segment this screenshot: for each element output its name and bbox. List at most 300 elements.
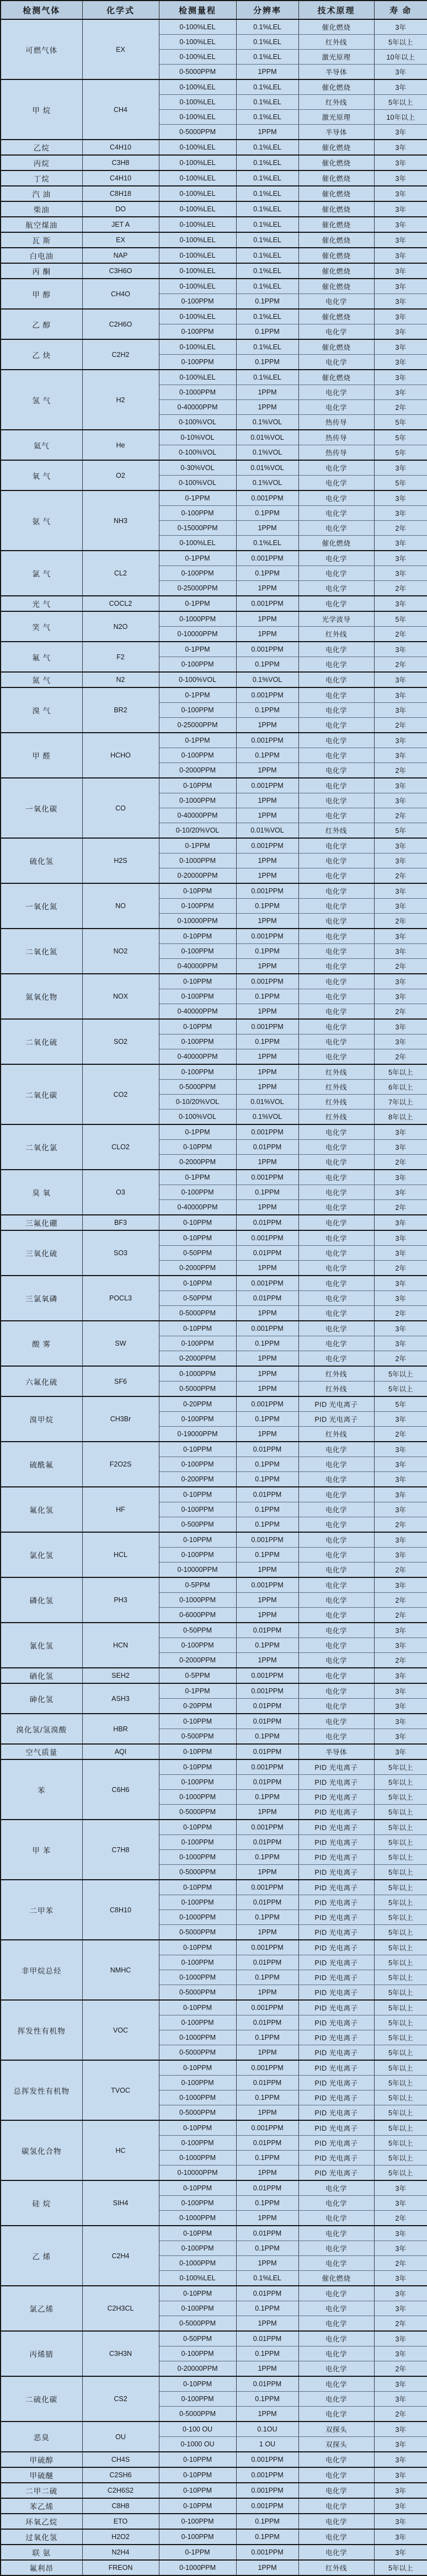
principle-cell: 电化学 — [298, 1517, 374, 1533]
spec-row — [1, 672, 427, 687]
principle-cell: 催化燃烧 — [298, 370, 374, 385]
lifespan-cell: 3年 — [374, 2301, 427, 2316]
spec-row — [1, 2498, 427, 2514]
range-cell: 0-15000PPM — [159, 521, 236, 536]
resolution-cell: 0.1%LEL — [236, 279, 298, 294]
spec-row — [1, 186, 427, 201]
lifespan-cell: 2年 — [374, 1004, 427, 1020]
lifespan-cell: 3年 — [374, 1291, 427, 1306]
header-row — [1, 1, 427, 19]
principle-cell: 红外线 — [298, 1080, 374, 1095]
principle-cell: 电化学 — [298, 460, 374, 476]
range-cell: 0-10PPM — [159, 1321, 236, 1336]
principle-cell: PID 光电离子 — [298, 1925, 374, 1940]
chemical-formula-cell: SO2 — [82, 1019, 159, 1064]
principle-cell: 电化学 — [298, 1215, 374, 1230]
principle-cell: 电化学 — [298, 1261, 374, 1276]
resolution-cell: 0.1PPM — [236, 748, 298, 763]
range-cell: 0-10PPM — [159, 2226, 236, 2241]
lifespan-cell: 5年以上 — [374, 2120, 427, 2136]
range-cell: 0-1000PPM — [159, 1910, 236, 1925]
range-cell: 0-100PPM — [159, 2529, 236, 2545]
principle-cell: PID 光电离子 — [298, 2015, 374, 2030]
resolution-cell: 0.001PPM — [236, 1532, 298, 1548]
principle-cell: PID 光电离子 — [298, 2076, 374, 2090]
resolution-cell: 1PPM — [236, 400, 298, 415]
resolution-cell: 0.1PPM — [236, 944, 298, 959]
range-cell: 0-100%LEL — [159, 232, 236, 248]
range-cell: 0-100PPM — [159, 1638, 236, 1653]
principle-cell: 电化学 — [298, 1683, 374, 1699]
principle-cell: 电化学 — [298, 2286, 374, 2301]
principle-cell: 电化学 — [298, 2545, 374, 2560]
resolution-cell: 1PPM — [236, 2316, 298, 2332]
principle-cell: 催化燃烧 — [298, 248, 374, 263]
range-cell: 0-1000PPM — [159, 793, 236, 808]
principle-cell: 电化学 — [298, 2211, 374, 2226]
gas-name-cell: 乙 醇 — [1, 309, 82, 339]
spec-row — [1, 217, 427, 232]
gas-name-cell: 酸 雾 — [1, 1321, 82, 1366]
lifespan-cell: 3年 — [374, 944, 427, 959]
spec-row — [1, 1215, 427, 1230]
spec-row — [1, 2483, 427, 2498]
gas-name-cell: 硅 烷 — [1, 2180, 82, 2226]
principle-cell: PID 光电离子 — [298, 2000, 374, 2015]
chemical-formula-cell: C6H6 — [82, 1759, 159, 1820]
lifespan-cell: 5年以上 — [374, 1790, 427, 1805]
range-cell: 0-10PPM — [159, 1820, 236, 1835]
lifespan-cell: 3年 — [374, 2392, 427, 2407]
resolution-cell: 0.1PPM — [236, 657, 298, 673]
range-cell: 0-100%LEL — [159, 201, 236, 217]
lifespan-cell: 3年 — [374, 1019, 427, 1034]
principle-cell: 电化学 — [298, 808, 374, 823]
chemical-formula-cell: CH4O — [82, 279, 159, 309]
lifespan-cell: 3年 — [374, 155, 427, 170]
principle-cell: 电化学 — [298, 687, 374, 703]
lifespan-cell: 3年 — [374, 2514, 427, 2529]
gas-name-cell: 一氧化氮 — [1, 883, 82, 929]
chemical-formula-cell: SW — [82, 1321, 159, 1366]
range-cell: 0-100%LEL — [159, 19, 236, 35]
range-cell: 0-200PPM — [159, 1472, 236, 1487]
chemical-formula-cell: C8H10 — [82, 1880, 159, 1940]
range-cell: 0-100PPM — [159, 2346, 236, 2361]
lifespan-cell: 3年 — [374, 2498, 427, 2514]
chemical-formula-cell: CO2 — [82, 1064, 159, 1124]
principle-cell: 电化学 — [298, 2226, 374, 2241]
lifespan-cell: 2年 — [374, 914, 427, 929]
principle-cell: PID 光电离子 — [298, 1970, 374, 1985]
spec-row — [1, 2120, 427, 2136]
lifespan-cell: 3年 — [374, 778, 427, 793]
lifespan-cell: 5年以上 — [374, 1985, 427, 2001]
resolution-cell: 0.001PPM — [236, 2452, 298, 2467]
principle-cell: 电化学 — [298, 1729, 374, 1745]
range-cell: 0-1000PPM — [159, 2256, 236, 2271]
range-cell: 0-5000PPM — [159, 1080, 236, 1095]
gas-name-cell: 甲硫醚 — [1, 2467, 82, 2483]
range-cell: 0-10/20%VOL — [159, 1095, 236, 1110]
principle-cell: 电化学 — [298, 1351, 374, 1367]
spec-row — [1, 140, 427, 155]
resolution-cell: 0.001PPM — [236, 490, 298, 506]
lifespan-cell: 5年以上 — [374, 2000, 427, 2015]
principle-cell: PID 光电离子 — [298, 1865, 374, 1880]
gas-name-cell: 乙 烯 — [1, 2226, 82, 2286]
spec-row — [1, 430, 427, 445]
lifespan-cell: 3年 — [374, 1185, 427, 1200]
gas-name-cell: 乙烷 — [1, 140, 82, 155]
gas-name-cell: 臭 氧 — [1, 1170, 82, 1215]
principle-cell: 电化学 — [298, 2514, 374, 2529]
lifespan-cell: 3年 — [374, 1577, 427, 1593]
resolution-cell: 0.001PPM — [236, 1230, 298, 1246]
lifespan-cell: 6年以上 — [374, 1080, 427, 1095]
range-cell: 0-100PPM — [159, 1412, 236, 1427]
spec-row — [1, 1714, 427, 1729]
principle-cell: 电化学 — [298, 899, 374, 914]
gas-name-cell: 联 氨 — [1, 2545, 82, 2560]
lifespan-cell: 3年 — [374, 19, 427, 35]
principle-cell: 电化学 — [298, 1034, 374, 1049]
range-cell: 0-50PPM — [159, 2331, 236, 2346]
principle-cell: 催化燃烧 — [298, 170, 374, 186]
lifespan-cell: 5年以上 — [374, 2136, 427, 2151]
column-header: 化学式 — [82, 1, 159, 19]
range-cell: 0-6000PPM — [159, 1608, 236, 1623]
principle-cell: 红外线 — [298, 2560, 374, 2575]
principle-cell: 电化学 — [298, 1608, 374, 1623]
chemical-formula-cell: H2 — [82, 370, 159, 430]
spec-row — [1, 460, 427, 476]
spec-row — [1, 155, 427, 170]
lifespan-cell: 3年 — [374, 355, 427, 370]
lifespan-cell: 3年 — [374, 566, 427, 581]
spec-row — [1, 1623, 427, 1638]
chemical-formula-cell: C3H3N — [82, 2331, 159, 2376]
range-cell: 0-100%LEL — [159, 79, 236, 95]
resolution-cell: 0.001PPM — [236, 642, 298, 657]
resolution-cell: 0.001PPM — [236, 974, 298, 989]
lifespan-cell: 2年 — [374, 1517, 427, 1533]
range-cell: 0-5000PPM — [159, 1306, 236, 1321]
chemical-formula-cell: O3 — [82, 1170, 159, 1215]
chemical-formula-cell: O2 — [82, 460, 159, 490]
gas-name-cell: 光 气 — [1, 596, 82, 611]
principle-cell: 电化学 — [298, 1623, 374, 1638]
gas-name-cell: 二氧化氮 — [1, 929, 82, 974]
chemical-formula-cell: VOC — [82, 2000, 159, 2060]
range-cell: 0-20PPM — [159, 1699, 236, 1714]
lifespan-cell: 5年以上 — [374, 2105, 427, 2121]
resolution-cell: 1 OU — [236, 2437, 298, 2452]
resolution-cell: 1PPM — [236, 2105, 298, 2121]
lifespan-cell: 2年 — [374, 627, 427, 642]
lifespan-cell: 3年 — [374, 2376, 427, 2392]
lifespan-cell: 3年 — [374, 989, 427, 1004]
principle-cell: 电化学 — [298, 2316, 374, 2332]
lifespan-cell: 3年 — [374, 2483, 427, 2498]
range-cell: 0-2000PPM — [159, 1653, 236, 1668]
gas-name-cell: 二甲二硫 — [1, 2483, 82, 2498]
range-cell: 0-10PPM — [159, 2060, 236, 2076]
principle-cell: 电化学 — [298, 838, 374, 854]
range-cell: 0-19000PPM — [159, 1427, 236, 1442]
lifespan-cell: 5年以上 — [374, 1880, 427, 1895]
principle-cell: 激光原理 — [298, 110, 374, 125]
chemical-formula-cell: JET A — [82, 217, 159, 232]
chemical-formula-cell: C8H8 — [82, 2498, 159, 2514]
resolution-cell: 0.1%LEL — [236, 170, 298, 186]
spec-row — [1, 370, 427, 385]
lifespan-cell: 3年 — [374, 79, 427, 95]
principle-cell: 电化学 — [298, 1502, 374, 1517]
lifespan-cell: 3年 — [374, 1744, 427, 1759]
spec-row — [1, 687, 427, 703]
gas-name-cell: 氟 气 — [1, 642, 82, 672]
resolution-cell: 1PPM — [236, 1004, 298, 1020]
range-cell: 0-100PPM — [159, 1336, 236, 1351]
principle-cell: 电化学 — [298, 551, 374, 566]
lifespan-cell: 3年 — [374, 2545, 427, 2560]
gas-name-cell: 砷化氢 — [1, 1683, 82, 1714]
resolution-cell: 0.01PPM — [236, 2331, 298, 2346]
range-cell: 0-1PPM — [159, 551, 236, 566]
resolution-cell: 0.001PPM — [236, 1321, 298, 1336]
principle-cell: 电化学 — [298, 2483, 374, 2498]
range-cell: 0-50PPM — [159, 1623, 236, 1638]
principle-cell: 催化燃烧 — [298, 309, 374, 324]
resolution-cell: 1PPM — [236, 1049, 298, 1065]
principle-cell: 电化学 — [298, 718, 374, 733]
resolution-cell: 0.001PPM — [236, 2498, 298, 2514]
spec-row — [1, 19, 427, 35]
lifespan-cell: 3年 — [374, 186, 427, 201]
range-cell: 0-10PPM — [159, 1140, 236, 1155]
resolution-cell: 0.01PPM — [236, 1699, 298, 1714]
lifespan-cell: 3年 — [374, 2226, 427, 2241]
range-cell: 0-100PPM — [159, 1064, 236, 1080]
principle-cell: 电化学 — [298, 778, 374, 793]
resolution-cell: 0.01PPM — [236, 1835, 298, 1850]
lifespan-cell: 3年 — [374, 263, 427, 279]
resolution-cell: 1PPM — [236, 1608, 298, 1623]
principle-cell: 电化学 — [298, 2452, 374, 2467]
range-cell: 0-1000PPM — [159, 1970, 236, 1985]
range-cell: 0-10PPM — [159, 1215, 236, 1230]
principle-cell: 红外线 — [298, 627, 374, 642]
lifespan-cell: 2年 — [374, 2256, 427, 2271]
gas-name-cell: 二硫化碳 — [1, 2376, 82, 2422]
spec-row — [1, 1487, 427, 1502]
spec-row — [1, 1276, 427, 1291]
lifespan-cell: 3年 — [374, 248, 427, 263]
resolution-cell: 1PPM — [236, 1351, 298, 1367]
resolution-cell: 0.001PPM — [236, 1668, 298, 1683]
column-header: 技术原理 — [298, 1, 374, 19]
lifespan-cell: 3年 — [374, 1699, 427, 1714]
chemical-formula-cell: EX — [82, 232, 159, 248]
lifespan-cell: 2年 — [374, 2361, 427, 2377]
chemical-formula-cell: BR2 — [82, 687, 159, 733]
gas-name-cell: 三氧化硫 — [1, 1230, 82, 1276]
lifespan-cell: 3年 — [374, 294, 427, 310]
resolution-cell: 1PPM — [236, 385, 298, 400]
range-cell: 0-100PPM — [159, 1548, 236, 1562]
gas-name-cell: 苯 — [1, 1759, 82, 1820]
range-cell: 0-100PPM — [159, 1955, 236, 1970]
spec-row — [1, 1396, 427, 1412]
resolution-cell: 0.1%LEL — [236, 339, 298, 355]
lifespan-cell: 3年 — [374, 217, 427, 232]
lifespan-cell: 5年 — [374, 823, 427, 839]
resolution-cell: 0.1PPM — [236, 1517, 298, 1533]
lifespan-cell: 5年以上 — [374, 1970, 427, 1985]
gas-name-cell: 二氧化碳 — [1, 1064, 82, 1124]
gas-name-cell: 可燃气体 — [1, 19, 82, 79]
lifespan-cell: 3年 — [374, 65, 427, 80]
principle-cell: 电化学 — [298, 2407, 374, 2422]
resolution-cell: 0.01PPM — [236, 2376, 298, 2392]
resolution-cell: 1PPM — [236, 914, 298, 929]
resolution-cell: 0.01%VOL — [236, 1095, 298, 1110]
spec-row — [1, 2376, 427, 2392]
gas-name-cell: 非甲烷总烃 — [1, 1940, 82, 2000]
range-cell: 0-100%LEL — [159, 50, 236, 65]
range-cell: 0-100PPM — [159, 294, 236, 310]
gas-name-cell: 总挥发性有机物 — [1, 2060, 82, 2120]
principle-cell: 双探头 — [298, 2437, 374, 2452]
principle-cell: 半导体 — [298, 1744, 374, 1759]
spec-row — [1, 170, 427, 186]
principle-cell: 电化学 — [298, 400, 374, 415]
spec-row — [1, 2560, 427, 2575]
resolution-cell: 0.1%LEL — [236, 79, 298, 95]
principle-cell: 电化学 — [298, 2346, 374, 2361]
spec-row — [1, 2529, 427, 2545]
spec-row — [1, 1124, 427, 1140]
resolution-cell: 0.1PPM — [236, 2392, 298, 2407]
range-cell: 0-10PPM — [159, 2000, 236, 2015]
lifespan-cell: 5年以上 — [374, 1850, 427, 1865]
chemical-formula-cell: CO — [82, 778, 159, 838]
resolution-cell: 0.1%LEL — [236, 2271, 298, 2286]
principle-cell: 电化学 — [298, 490, 374, 506]
chemical-formula-cell: NAP — [82, 248, 159, 263]
range-cell: 0-100%VOL — [159, 672, 236, 687]
resolution-cell: 0.1PPM — [236, 294, 298, 310]
range-cell: 0-1000PPM — [159, 2211, 236, 2226]
spec-row — [1, 339, 427, 355]
lifespan-cell: 5年以上 — [374, 1865, 427, 1880]
chemical-formula-cell: EX — [82, 19, 159, 79]
principle-cell: 红外线 — [298, 1366, 374, 1382]
range-cell: 0-10000PPM — [159, 914, 236, 929]
gas-name-cell: 氟化氢 — [1, 1487, 82, 1532]
lifespan-cell: 5年以上 — [374, 2166, 427, 2181]
gas-name-cell: 甲 醇 — [1, 279, 82, 309]
range-cell: 0-1000PPM — [159, 2560, 236, 2575]
principle-cell: 热传导 — [298, 415, 374, 430]
resolution-cell: 0.001PPM — [236, 1820, 298, 1835]
resolution-cell: 0.1PPM — [236, 1910, 298, 1925]
resolution-cell: 0.01PPM — [236, 1775, 298, 1790]
principle-cell: 电化学 — [298, 2301, 374, 2316]
column-header: 寿 命 — [374, 1, 427, 19]
lifespan-cell: 5年以上 — [374, 35, 427, 50]
range-cell: 0-100%LEL — [159, 263, 236, 279]
resolution-cell: 0.001PPM — [236, 883, 298, 899]
range-cell: 0-5000PPM — [159, 2105, 236, 2121]
range-cell: 0-10PPM — [159, 1759, 236, 1775]
lifespan-cell: 3年 — [374, 2271, 427, 2286]
column-header: 检测气体 — [1, 1, 82, 19]
resolution-cell: 0.1PPM — [236, 2346, 298, 2361]
resolution-cell: 0.001PPM — [236, 1396, 298, 1412]
range-cell: 0-100PPM — [159, 506, 236, 521]
gas-name-cell: 氯化氢 — [1, 1532, 82, 1577]
range-cell: 0-100PPM — [159, 2301, 236, 2316]
resolution-cell: 0.1OU — [236, 2422, 298, 2437]
range-cell: 0-10PPM — [159, 1487, 236, 1502]
resolution-cell: 1PPM — [236, 2211, 298, 2226]
spec-row — [1, 2452, 427, 2467]
spec-row — [1, 2060, 427, 2076]
range-cell: 0-100%LEL — [159, 279, 236, 294]
principle-cell: 电化学 — [298, 324, 374, 340]
spec-row — [1, 232, 427, 248]
principle-cell: 电化学 — [298, 914, 374, 929]
range-cell: 0-10PPM — [159, 1230, 236, 1246]
spec-row — [1, 974, 427, 989]
principle-cell: 电化学 — [298, 1593, 374, 1608]
principle-cell: PID 光电离子 — [298, 1955, 374, 1970]
principle-cell: 电化学 — [298, 1548, 374, 1562]
gas-name-cell: 硫酰氟 — [1, 1442, 82, 1487]
lifespan-cell: 3年 — [374, 2529, 427, 2545]
resolution-cell: 0.1%LEL — [236, 110, 298, 125]
principle-cell: 电化学 — [298, 355, 374, 370]
lifespan-cell: 2年 — [374, 1608, 427, 1623]
chemical-formula-cell: C3H6O — [82, 263, 159, 279]
range-cell: 0-100%LEL — [159, 536, 236, 551]
lifespan-cell: 2年 — [374, 808, 427, 823]
gas-name-cell: 二氧化氯 — [1, 1124, 82, 1170]
spec-row — [1, 1668, 427, 1683]
column-header: 分辨率 — [236, 1, 298, 19]
chemical-formula-cell: C7H8 — [82, 1820, 159, 1880]
spec-row — [1, 248, 427, 263]
resolution-cell: 1PPM — [236, 581, 298, 596]
resolution-cell: 0.1PPM — [236, 566, 298, 581]
resolution-cell: 0.001PPM — [236, 1170, 298, 1185]
principle-cell: 电化学 — [298, 2529, 374, 2545]
range-cell: 0-5PPM — [159, 1668, 236, 1683]
resolution-cell: 1PPM — [236, 2407, 298, 2422]
range-cell: 0-10PPM — [159, 1714, 236, 1729]
range-cell: 0-100PPM — [159, 2015, 236, 2030]
principle-cell: 电化学 — [298, 959, 374, 974]
resolution-cell: 0.1%LEL — [236, 140, 298, 155]
range-cell: 0-40000PPM — [159, 400, 236, 415]
lifespan-cell: 3年 — [374, 1170, 427, 1185]
range-cell: 0-20000PPM — [159, 2361, 236, 2377]
chemical-formula-cell: HF — [82, 1487, 159, 1532]
spec-row — [1, 733, 427, 748]
lifespan-cell: 3年 — [374, 929, 427, 944]
